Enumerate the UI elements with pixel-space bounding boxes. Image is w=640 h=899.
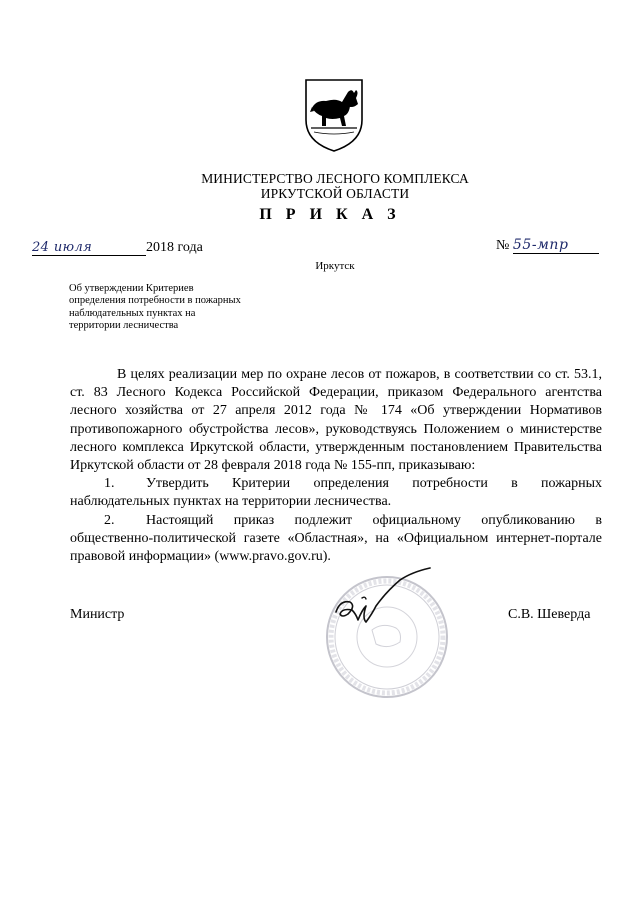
signatory-name: С.В. Шеверда — [508, 607, 591, 622]
preamble-paragraph: В целях реализации мер по охране лесов от пожаров, в соответствии со ст. 53.1, ст. 83 Лесного Кодекса Российской Федерации, приказом Федерального агентства лесного хозяйства от 27 апреля 2012 года № 174 «Об утверждении Нормативов противопожарного обустройства лесов», руководствуясь Положением о министерстве лесного комплекса Иркутской области, утвержденным постановлением Правительства Иркутской области от 28 февраля 2018 года № 155-пп, приказываю: — [70, 367, 602, 474]
date-handwritten: 24 июля — [32, 241, 146, 256]
subject-line: определения потребности в пожарных — [69, 295, 241, 307]
ministry-name-line1: МИНИСТЕРСТВО ЛЕСНОГО КОМПЛЕКСА — [201, 171, 469, 186]
order-item — [70, 475, 602, 511]
number-handwritten: 55-мпр — [513, 238, 599, 254]
date-year: 2018 года — [146, 240, 203, 255]
subject-line: территории лесничества — [69, 320, 179, 332]
coat-of-arms-icon — [302, 76, 366, 154]
item-text: Утвердить Критерии определения потребности в пожарных наблюдательных пунктах на территории лесничества. — [70, 476, 602, 510]
item-number: 2. — [104, 512, 115, 528]
item-number: 1. — [104, 476, 115, 492]
order-item — [70, 512, 602, 567]
subject-line: Об утверждении Критериев — [69, 283, 194, 294]
ministry-name-line2: ИРКУТСКОЙ ОБЛАСТИ — [260, 186, 410, 201]
signature-icon — [332, 566, 436, 640]
item-text: Настоящий приказ подлежит официальному опубликованию в общественно-политической газете «Областная», на «Официальном интернет-портале правовой информации» (www.pravo.gov.ru). — [70, 512, 602, 565]
number-prefix: № — [496, 238, 510, 253]
document-subject — [69, 283, 289, 333]
signatory-position: Министр — [70, 607, 125, 622]
document-date — [32, 240, 203, 256]
subject-line: наблюдательных пунктах на — [69, 307, 196, 319]
document-city: Иркутск — [315, 260, 355, 272]
document-number — [496, 238, 599, 254]
document-body — [70, 366, 602, 566]
document-title: П Р И К А З — [259, 206, 401, 223]
